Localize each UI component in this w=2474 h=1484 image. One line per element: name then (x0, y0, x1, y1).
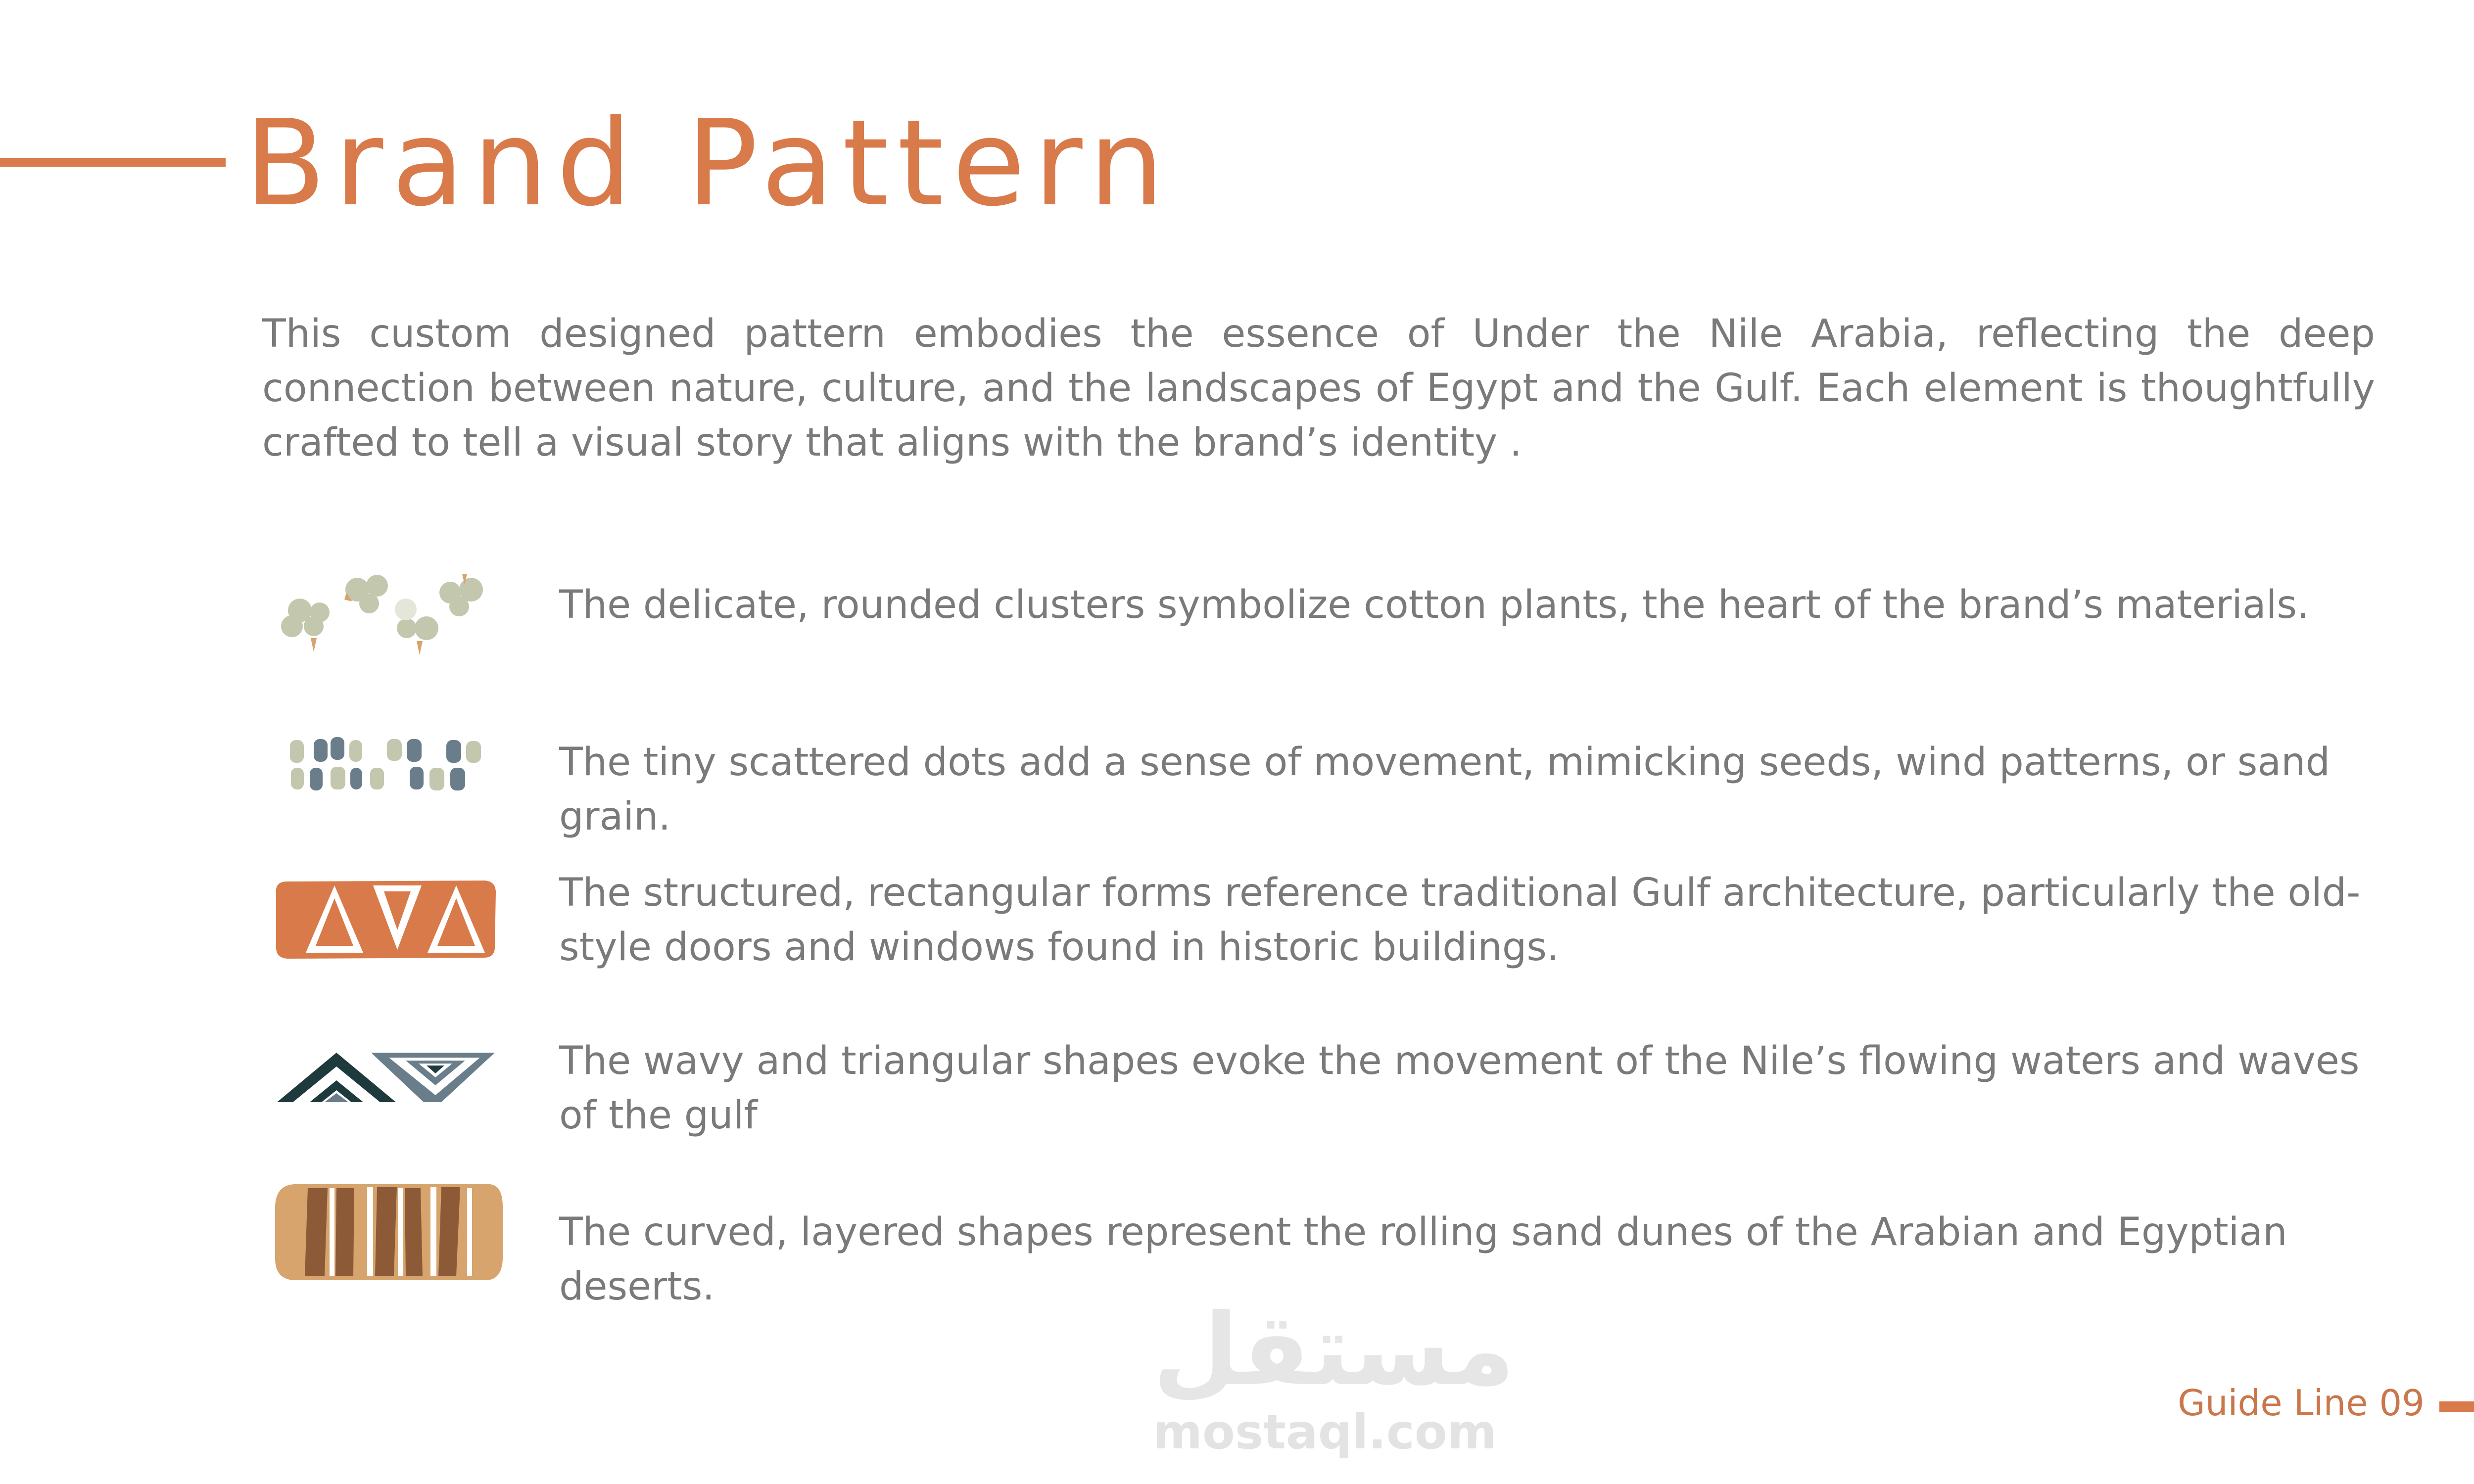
cotton-clusters-icon (272, 564, 490, 658)
watermark-logo (1153, 1293, 1515, 1460)
page-title: Brand Pattern (244, 94, 1173, 232)
pattern-description: The tiny scattered dots add a sense of movement, mimicking seeds, wind patterns, or sand grain. (559, 740, 2331, 839)
wavy-triangles-icon (272, 1044, 500, 1113)
rectangular-forms-icon (272, 876, 500, 965)
footer-accent-rule (2439, 1401, 2474, 1412)
pattern-description: The wavy and triangular shapes evoke the movement of the Nile’s flowing waters and waves of the gulf (559, 1039, 2360, 1138)
sand-dunes-icon (272, 1177, 510, 1286)
pattern-description: The delicate, rounded clusters symbolize cotton plants, the heart of the brand’s materials. (559, 583, 2309, 627)
watermark-latin: mostaql.com (1153, 1404, 1497, 1460)
watermark-arabic: مستقل (1153, 1293, 1515, 1408)
footer-page-label: Guide Line 09 (2178, 1382, 2425, 1424)
pattern-description: The structured, rectangular forms reference traditional Gulf architecture, particularly the old-style doors and windows found in historic buildings. (559, 871, 2361, 970)
scattered-dots-icon (272, 731, 490, 800)
title-accent-rule (0, 158, 226, 167)
pattern-description: The curved, layered shapes represent the rolling sand dunes of the Arabian and Egyptian deserts. (559, 1210, 2287, 1309)
intro-paragraph: This custom designed pattern embodies the essence of Under the Nile Arabia, reflecting the deep connection between nature, culture, and the landscapes of Egypt and the Gulf. Each element is thoughtfully crafted to tell a visual story that aligns with the brand’s identity . (262, 312, 2375, 465)
